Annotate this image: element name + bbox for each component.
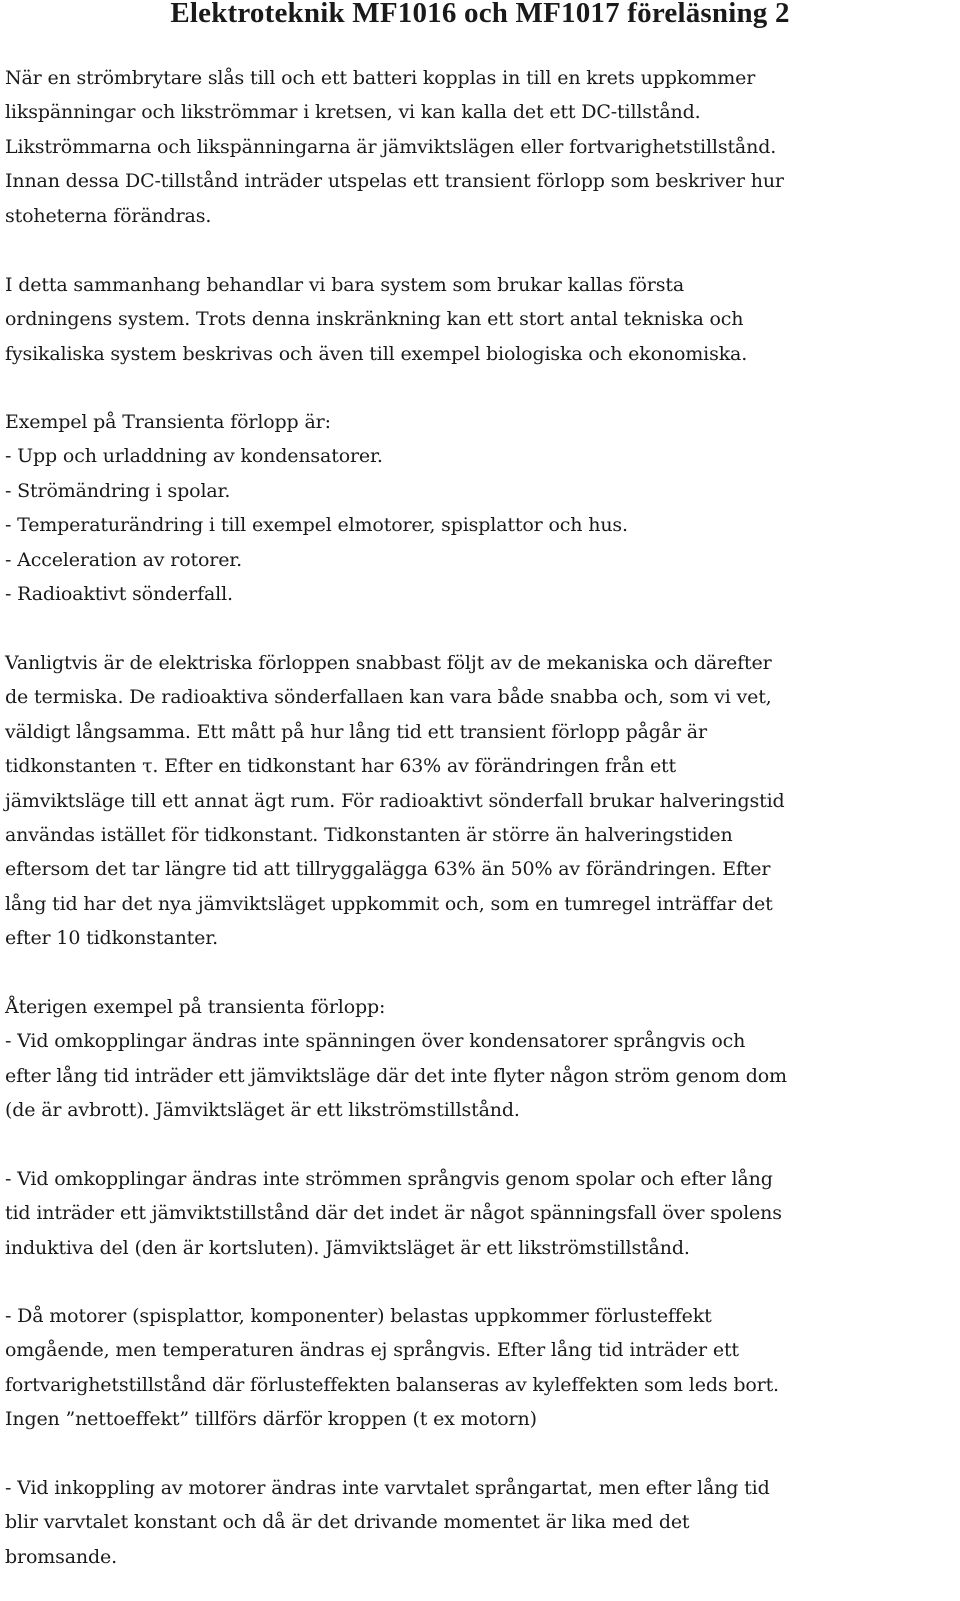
text-line: Likströmmarna och likspänningarna är jämviktslägen eller fortvarighetstillstånd. xyxy=(5,135,777,158)
list-item: - Acceleration av rotorer. xyxy=(5,548,243,571)
text-line: tidkonstanten τ. Efter en tidkonstant har 63% av förändringen från ett xyxy=(5,755,677,778)
text-line: jämviktsläge till ett annat ägt rum. För radioaktivt sönderfall brukar halveringstid xyxy=(5,789,785,812)
page-title: Elektroteknik MF1016 och MF1017 föreläsning 2 xyxy=(170,0,790,29)
text-line: väldigt långsamma. Ett mått på hur lång tid ett transient förlopp pågår är xyxy=(5,720,707,743)
text-line: induktiva del (den är kortsluten). Jämviktsläget är ett likströmstillstånd. xyxy=(5,1236,690,1259)
text-line: - Vid omkopplingar ändras inte strömmen språngvis genom spolar och efter lång xyxy=(5,1168,773,1190)
text-line: När en strömbrytare slås till och ett batteri kopplas in till en krets uppkommer xyxy=(5,67,756,89)
text-line: tid inträder ett jämviktstillstånd där det indet är något spänningsfall över spolens xyxy=(5,1202,782,1225)
paragraph-motor-speed-example xyxy=(5,1471,955,1574)
text-line: omgående, men temperaturen ändras ej språngvis. Efter lång tid inträder ett xyxy=(5,1339,739,1362)
text-line: (de är avbrott). Jämviktsläget är ett likströmstillstånd. xyxy=(5,1099,520,1122)
text-line: Innan dessa DC-tillstånd inträder utspelas ett transient förlopp som beskriver hur xyxy=(5,170,784,193)
paragraph-motor-thermal-example xyxy=(5,1299,955,1437)
text-line: I detta sammanhang behandlar vi bara system som brukar kallas första xyxy=(5,274,684,296)
text-line: de termiska. De radioaktiva sönderfallaen kan vara både snabba och, som vi vet, xyxy=(5,686,772,709)
text-line: blir varvtalet konstant och då är det drivande momentet är lika med det xyxy=(5,1511,690,1534)
paragraph-inductor-example xyxy=(5,1162,955,1265)
paragraph-transient-examples xyxy=(5,405,955,611)
paragraph-first-order-systems xyxy=(5,268,955,371)
list-item: - Radioaktivt sönderfall. xyxy=(5,582,233,605)
text-line: Återigen exempel på transienta förlopp: xyxy=(5,996,386,1018)
paragraph-intro xyxy=(5,61,955,233)
text-line: - Vid inkoppling av motorer ändras inte varvtalet språngartat, men efter lång tid xyxy=(5,1477,770,1499)
text-line: - Då motorer (spisplattor, komponenter) belastas uppkommer förlusteffekt xyxy=(5,1305,712,1327)
text-line: Ingen ”nettoeffekt” tillförs därför kroppen (t ex motorn) xyxy=(5,1408,537,1431)
list-item: - Strömändring i spolar. xyxy=(5,479,231,502)
paragraph-time-constant xyxy=(5,646,955,956)
text-line: efter lång tid inträder ett jämviktsläge där det inte flyter någon ström genom dom xyxy=(5,1064,787,1087)
list-item: - Temperaturändring i till exempel elmotorer, spisplattor och hus. xyxy=(5,514,628,537)
paragraph-capacitor-example xyxy=(5,990,955,1128)
text-line: fortvarighetstillstånd där förlusteffekten balanseras av kyleffekten som leds bort. xyxy=(5,1373,779,1396)
text-line: eftersom det tar längre tid att tillryggalägga 63% än 50% av förändringen. Efter xyxy=(5,858,771,881)
text-line: bromsande. xyxy=(5,1545,117,1568)
text-line: lång tid har det nya jämviktsläget uppkommit och, som en tumregel inträffar det xyxy=(5,892,773,915)
text-line: - Vid omkopplingar ändras inte spänningen över kondensatorer språngvis och xyxy=(5,1030,746,1053)
text-line: Vanligtvis är de elektriska förloppen snabbast följt av de mekaniska och därefter xyxy=(5,652,772,674)
text-line: stoheterna förändras. xyxy=(5,204,212,227)
text-line: fysikaliska system beskrivas och även till exempel biologiska och ekonomiska. xyxy=(5,342,748,365)
list-item: - Upp och urladdning av kondensatorer. xyxy=(5,445,383,468)
text-line: ordningens system. Trots denna inskränkning kan ett stort antal tekniska och xyxy=(5,308,744,331)
text-line: efter 10 tidkonstanter. xyxy=(5,927,218,950)
text-line: användas istället för tidkonstant. Tidkonstanten är större än halveringstiden xyxy=(5,823,733,846)
text-line: Exempel på Transienta förlopp är: xyxy=(5,411,331,433)
text-line: likspänningar och likströmmar i kretsen, vi kan kalla det ett DC-tillstånd. xyxy=(5,101,701,124)
